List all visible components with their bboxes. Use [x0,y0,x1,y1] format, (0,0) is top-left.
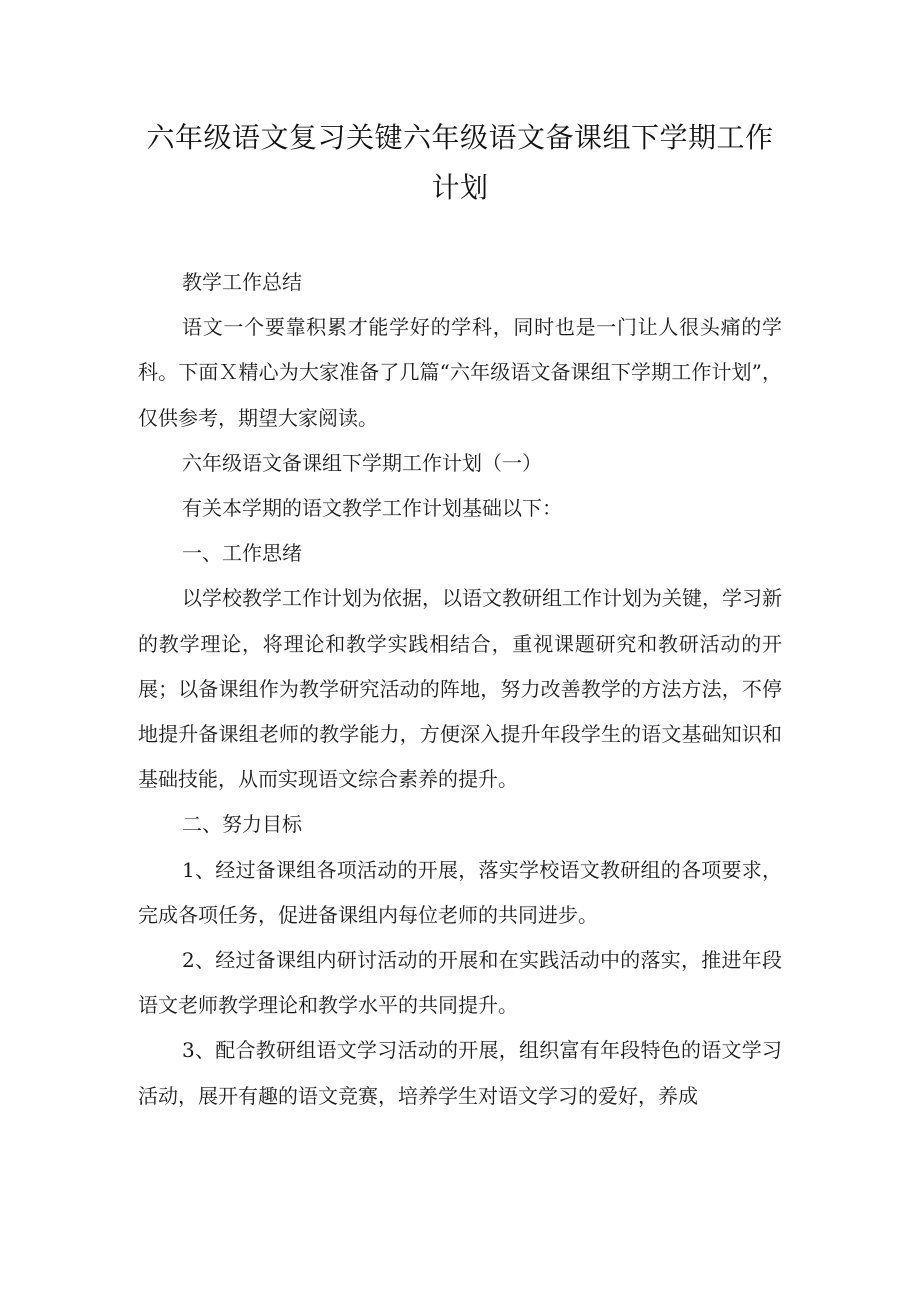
paragraph-goal-1: 1、经过备课组各项活动的开展，落实学校语文教研组的各项要求，完成各项任务，促进备课组内每位老师的共同进步。 [138,857,782,927]
paragraph-section-label: 教学工作总结 [182,270,302,294]
paragraph-work-ideas: 以学校教学工作计划为依据，以语文教研组工作计划为关键，学习新的教学理论，将理论和教学实践相结合，重视课题研究和教研活动的开展；以备课组作为教学研究活动的阵地，努力改善教学的方法方法，不停地提升备课组老师的教学能力，方便深入提升年段学生的语文基础知识和基础技能，从而实现语文综合素养的提升。 [138,586,782,792]
heading-work-ideas: 一、工作思绪 [182,541,302,566]
heading-goals: 二、努力目标 [182,812,302,837]
document-body [138,260,782,1119]
paragraph-goal-3: 3、配合教研组语文学习活动的开展，组织富有年段特色的语文学习活动，展开有趣的语文竞赛，培养学生对语文学习的爱好，养成 [138,1038,782,1108]
paragraph-plan-heading: 六年级语文备课组下学期工作计划（一） [182,450,542,475]
paragraph-plan-lead: 有关本学期的语文教学工作计划基础以下： [182,496,562,521]
paragraph-intro: 语文一个要靠积累才能学好的学科，同时也是一门让人很头痛的学科。下面Ｘ精心为大家准备了几篇“六年级语文备课组下学期工作计划”，仅供参考，期望大家阅读。 [138,315,782,430]
document-title: 六年级语文复习关键六年级语文备课组下学期工作计划 [146,121,774,204]
paragraph-goal-2: 2、经过备课组内研讨活动的开展和在实践活动中的落实，推进年段语文老师教学理论和教学水平的共同提升。 [138,948,782,1018]
